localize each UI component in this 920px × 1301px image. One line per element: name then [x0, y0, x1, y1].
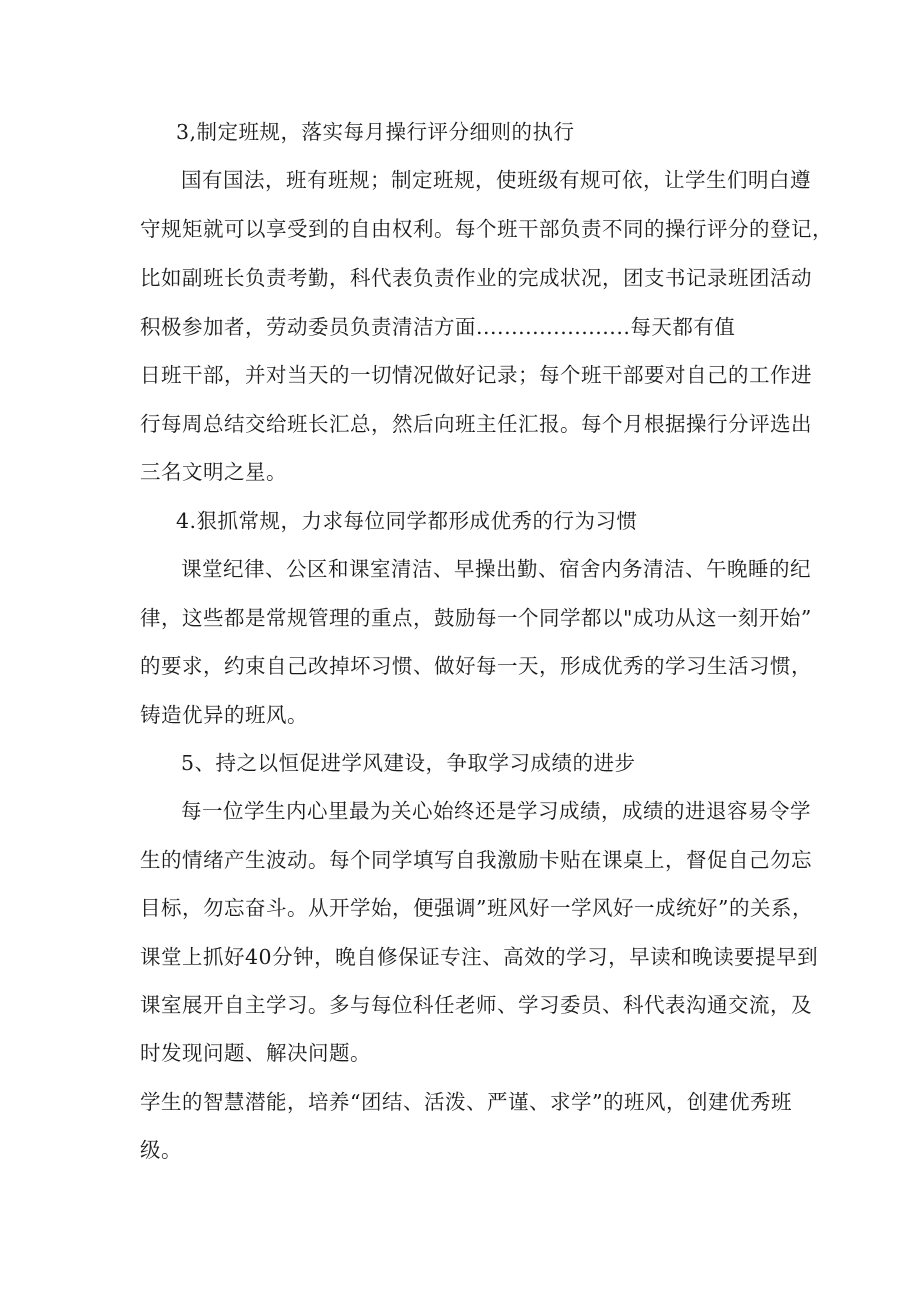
section-3-paragraph-line: 三名文明之星。: [140, 460, 287, 484]
section-5-paragraph-line: 时发现问题、解决问题。: [140, 1041, 371, 1065]
section-3-paragraph-line: 比如副班长负责考勤，科代表负责作业的完成状况，团支书记录班团活动: [140, 266, 812, 290]
section-5-paragraph-line: 生的情绪产生波动。每个同学填写自我激励卡贴在课桌上，督促自己勿忘: [140, 848, 812, 872]
section-5-paragraph-line: 目标，勿忘奋斗。从开学始，便强调”班风好一学风好一成统好”的关系，: [140, 896, 813, 920]
section-3-paragraph-line: 国有国法，班有班规；制定班规，使班级有规可依，让学生们明白遵: [181, 168, 811, 192]
section-4-heading: 4.狠抓常规，力求每位同学都形成优秀的行为习惯: [176, 509, 638, 533]
section-3-heading: 3,制定班规，落实每月操行评分细则的执行: [176, 120, 575, 144]
closing-line: 学生的智慧潜能，培养“团结、活泼、严谨、求学”的班风，创建优秀班: [140, 1090, 792, 1114]
section-4-paragraph-line: 的要求，约束自己改掉坏习惯、做好每一天，形成优秀的学习生活习惯，: [140, 654, 812, 678]
section-4-paragraph-line: 铸造优异的班风。: [140, 703, 308, 727]
section-4-paragraph-line: 律，这些都是常规管理的重点，鼓励每一个同学都以"成功从这一刻开始”: [140, 606, 812, 630]
section-5-heading: 5、持之以恒促进学风建设，争取学习成绩的进步: [181, 751, 636, 775]
section-5-paragraph-line: 每一位学生内心里最为关心始终还是学习成绩，成绩的进退容易令学: [181, 799, 811, 823]
section-3-paragraph-line: 积极参加者，劳动委员负责清洁方面......................每天都有值: [140, 315, 736, 339]
section-3-paragraph-line: 行每周总结交给班长汇总，然后向班主任汇报。每个月根据操行分评选出: [140, 412, 812, 436]
section-5-paragraph-line: 课室展开自主学习。多与每位科任老师、学习委员、科代表沟通交流，及: [140, 993, 812, 1017]
section-4-paragraph-line: 课堂纪律、公区和课室清洁、早操出勤、宿舍内务清洁、午晚睡的纪: [181, 557, 811, 581]
closing-line: 级。: [140, 1138, 182, 1162]
section-3-paragraph-line: 日班干部，并对当天的一切情况做好记录；每个班干部要对自己的工作进: [140, 363, 812, 387]
section-5-paragraph-line: 课堂上抓好40分钟，晚自修保证专注、高效的学习，早读和晚读要提早到: [140, 945, 819, 969]
section-3-paragraph-line: 守规矩就可以享受到的自由权利。每个班干部负责不同的操行评分的登记，: [140, 217, 833, 241]
